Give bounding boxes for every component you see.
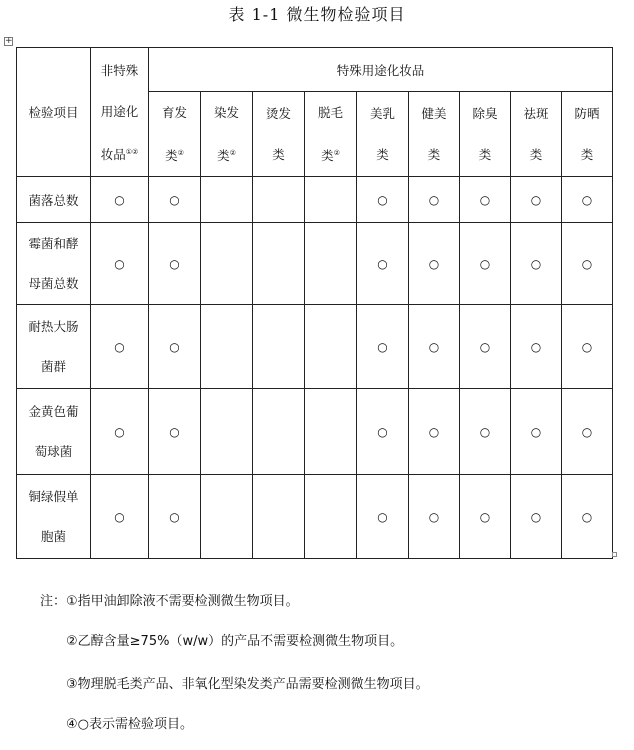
header-special-col-line: 烫发 (265, 106, 291, 121)
table-title: 表 1-1 微生物检验项目 (228, 5, 406, 24)
test-required-mark: ○ (460, 177, 511, 223)
header-item-label: 检验项目 (28, 105, 79, 120)
test-required-mark: ○ (91, 389, 149, 475)
empty-cell (253, 389, 305, 475)
header-special-col (460, 92, 511, 177)
header-special-col-line: 类 (478, 147, 492, 162)
empty-cell (253, 305, 305, 389)
empty-cell (253, 177, 305, 223)
header-special-col-line: 染发 (213, 105, 239, 120)
header-special-col (253, 92, 305, 177)
test-required-mark: ○ (91, 305, 149, 389)
test-required-mark: ○ (409, 177, 460, 223)
header-item-column (17, 48, 91, 177)
empty-cell (201, 223, 253, 305)
test-required-mark: ○ (562, 475, 613, 559)
header-special-col-line: 防晒 (574, 106, 600, 121)
test-required-mark: ○ (149, 305, 201, 389)
empty-cell (253, 223, 305, 305)
header-special-col (562, 92, 613, 177)
row-label-line: 胞菌 (40, 528, 66, 544)
row-label-line: 铜绿假单 (28, 488, 79, 504)
row-label-line: 金黄色葡 (28, 403, 79, 419)
row-label (17, 177, 91, 223)
header-special-col-line: 类 (580, 147, 594, 162)
header-special-group: 特殊用途化妆品 (149, 48, 613, 92)
header-special-col-line: 类 (529, 147, 543, 162)
test-required-mark: ○ (511, 223, 562, 305)
empty-cell (253, 475, 305, 559)
test-required-mark: ○ (460, 223, 511, 305)
microbial-test-table (16, 47, 613, 559)
test-required-mark: ○ (460, 305, 511, 389)
test-required-mark: ○ (562, 177, 613, 223)
header-non-special-line-1: 非特殊 (100, 62, 139, 78)
header-special-col-line: 类 (272, 147, 285, 162)
row-label (17, 475, 91, 559)
row-label-line: 母菌总数 (28, 275, 79, 291)
test-required-mark: ○ (91, 223, 149, 305)
note-2: ②乙醇含量≥75%（w/w）的产品不需要检测微生物项目。 (66, 634, 404, 649)
empty-cell (305, 305, 357, 389)
empty-cell (201, 177, 253, 223)
header-non-special-line-3: 妆品①② (100, 146, 139, 162)
empty-cell (305, 389, 357, 475)
row-label-line: 耐热大肠 (28, 318, 79, 334)
test-required-mark: ○ (149, 223, 201, 305)
test-required-mark: ○ (409, 475, 460, 559)
empty-cell (305, 223, 357, 305)
header-special-col (357, 92, 409, 177)
header-special-col-line: 美乳 (369, 106, 395, 121)
header-special-col (511, 92, 562, 177)
test-required-mark: ○ (562, 305, 613, 389)
test-required-mark: ○ (460, 389, 511, 475)
row-label (17, 305, 91, 389)
test-required-mark: ○ (511, 389, 562, 475)
test-required-mark: ○ (460, 475, 511, 559)
empty-cell (201, 475, 253, 559)
test-required-mark: ○ (149, 389, 201, 475)
header-non-special (91, 48, 149, 177)
row-label-line: 菌落总数 (28, 192, 79, 208)
row-label-line: 萄球菌 (34, 443, 73, 459)
row-label-line: 霉菌和酵 (28, 235, 79, 251)
table-row (17, 223, 613, 305)
header-special-col-line: 育发 (161, 105, 187, 120)
row-label-line: 菌群 (40, 358, 66, 374)
test-required-mark: ○ (357, 223, 409, 305)
empty-cell (201, 305, 253, 389)
test-required-mark: ○ (562, 389, 613, 475)
header-special-col-line: 类② (165, 148, 184, 163)
header-special-col-line: 除臭 (472, 106, 498, 121)
test-required-mark: ○ (357, 305, 409, 389)
test-required-mark: ○ (511, 475, 562, 559)
test-required-mark: ○ (409, 389, 460, 475)
table-row (17, 389, 613, 475)
test-required-mark: ○ (511, 305, 562, 389)
test-required-mark: ○ (409, 223, 460, 305)
table-resize-handle[interactable] (612, 552, 617, 557)
test-required-mark: ○ (91, 475, 149, 559)
test-required-mark: ○ (91, 177, 149, 223)
header-non-special-line-2: 用途化 (100, 103, 139, 119)
test-required-mark: ○ (357, 389, 409, 475)
header-special-col (149, 92, 201, 177)
header-special-col-line: 类② (321, 148, 340, 163)
header-special-col (305, 92, 357, 177)
header-special-col-line: 类 (427, 147, 441, 162)
table-move-handle-icon[interactable]: + (5, 36, 13, 46)
header-special-col (201, 92, 253, 177)
header-special-col-line: 类② (217, 148, 236, 163)
note-3: ③物理脱毛类产品、非氧化型染发类产品需要检测微生物项目。 (66, 677, 429, 692)
empty-cell (305, 177, 357, 223)
test-required-mark: ○ (562, 223, 613, 305)
row-label (17, 223, 91, 305)
test-required-mark: ○ (357, 177, 409, 223)
test-required-mark: ○ (511, 177, 562, 223)
header-special-col (409, 92, 460, 177)
header-special-col-line: 健美 (421, 106, 447, 121)
header-special-col-line: 脱毛 (317, 105, 343, 120)
header-special-col-line: 类 (376, 147, 389, 162)
note-4: ④○表示需检验项目。 (66, 717, 193, 732)
header-special-col-line: 祛斑 (523, 106, 549, 121)
empty-cell (201, 389, 253, 475)
test-required-mark: ○ (409, 305, 460, 389)
note-1: 注：①指甲油卸除液不需要检测微生物项目。 (40, 594, 299, 609)
test-required-mark: ○ (357, 475, 409, 559)
row-label (17, 389, 91, 475)
test-required-mark: ○ (149, 177, 201, 223)
table-row (17, 305, 613, 389)
table-row (17, 475, 613, 559)
test-required-mark: ○ (149, 475, 201, 559)
empty-cell (305, 475, 357, 559)
table-row (17, 177, 613, 223)
